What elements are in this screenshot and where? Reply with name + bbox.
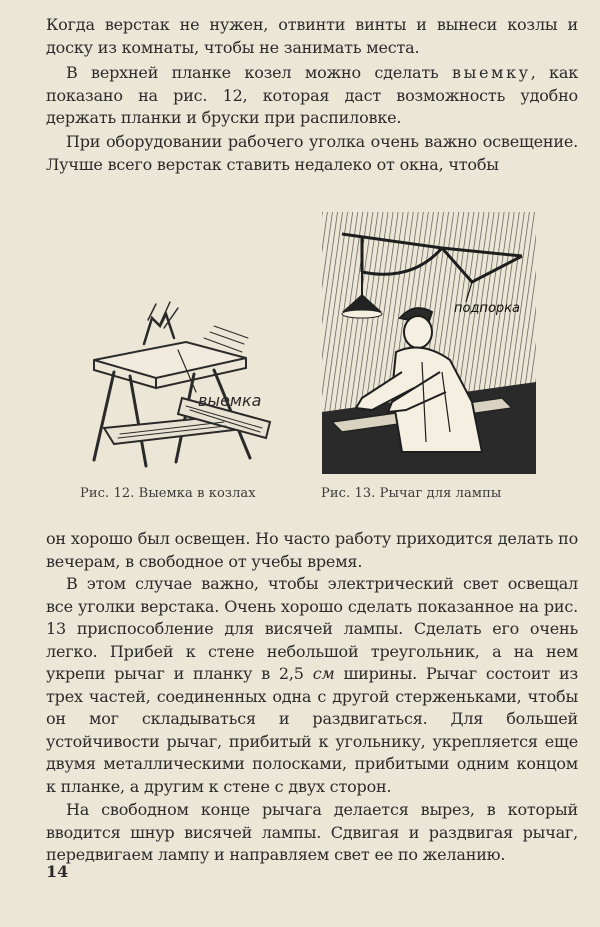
figure-13-lamp-lever-illustration: [322, 212, 536, 474]
paragraph-1: [46, 14, 578, 59]
paragraph-1-text: Когда верстак не нужен, отвинти винты и вынеси козлы и доску из комнаты, чтобы не занимать места.: [46, 15, 578, 57]
unit-cm: см: [312, 664, 335, 683]
paragraph-2-text-start: В верхней планке козел можно сделать: [66, 63, 439, 82]
page-number: 14: [46, 862, 69, 881]
paragraph-3-continued: [46, 528, 578, 573]
paragraph-5-text: На свободном конце рычага делается вырез, в который вводится шнур висячей лампы. Сдвигая и раздвигая рычаг, передвигаем лампу и направляем свет ее по желанию.: [46, 800, 578, 864]
paragraph-2: [46, 62, 578, 130]
figure-12-sawhorse-illustration: [74, 298, 280, 474]
paragraph-2-text-end: , как показано на рис. 12, которая даст возможность удобно держать планки и бруски при распиловке.: [46, 63, 578, 127]
figure-12-label-vyemka: выемка: [198, 391, 262, 410]
paragraph-4: [46, 573, 578, 798]
paragraph-5: [46, 799, 578, 867]
figure-13-label-podporka: подпорка: [454, 301, 520, 316]
paragraph-4-text-end: ширины. Рычаг состоит из трех частей, соединенных одна с другой стерженьками, чтобы он мог складываться и раздвигаться. Для большей устойчивости рычаг, прибитый к угольнику, укрепляется еще двумя металлическими полосками, прибитыми одним концом к планке, а другим к стене с двух сторон.: [46, 664, 578, 796]
paragraph-3-text-top: При оборудовании рабочего уголка очень важно освещение. Лучше всего верстак ставить недалеко от окна, чтобы: [46, 132, 578, 174]
figure-13-caption: Рис. 13. Рычаг для лампы: [321, 486, 502, 501]
figure-12-caption: Рис. 12. Выемка в козлах: [80, 486, 256, 501]
paragraph-3-text-continued: он хорошо был освещен. Но часто работу приходится делать по вечерам, в свободное от учебы время.: [46, 529, 578, 571]
term-vyemka: выемку: [452, 63, 531, 82]
paragraph-3: [46, 131, 578, 176]
paragraph-4-text-start: В этом случае важно, чтобы электрический свет освещал все уголки верстака. Очень хорошо сделать показанное на рис. 13 приспособление для висячей лампы. Сделать его очень легко. Прибей к стене небольшой треугольник, а на нем укрепи рычаг и планку в 2,5: [46, 574, 578, 683]
